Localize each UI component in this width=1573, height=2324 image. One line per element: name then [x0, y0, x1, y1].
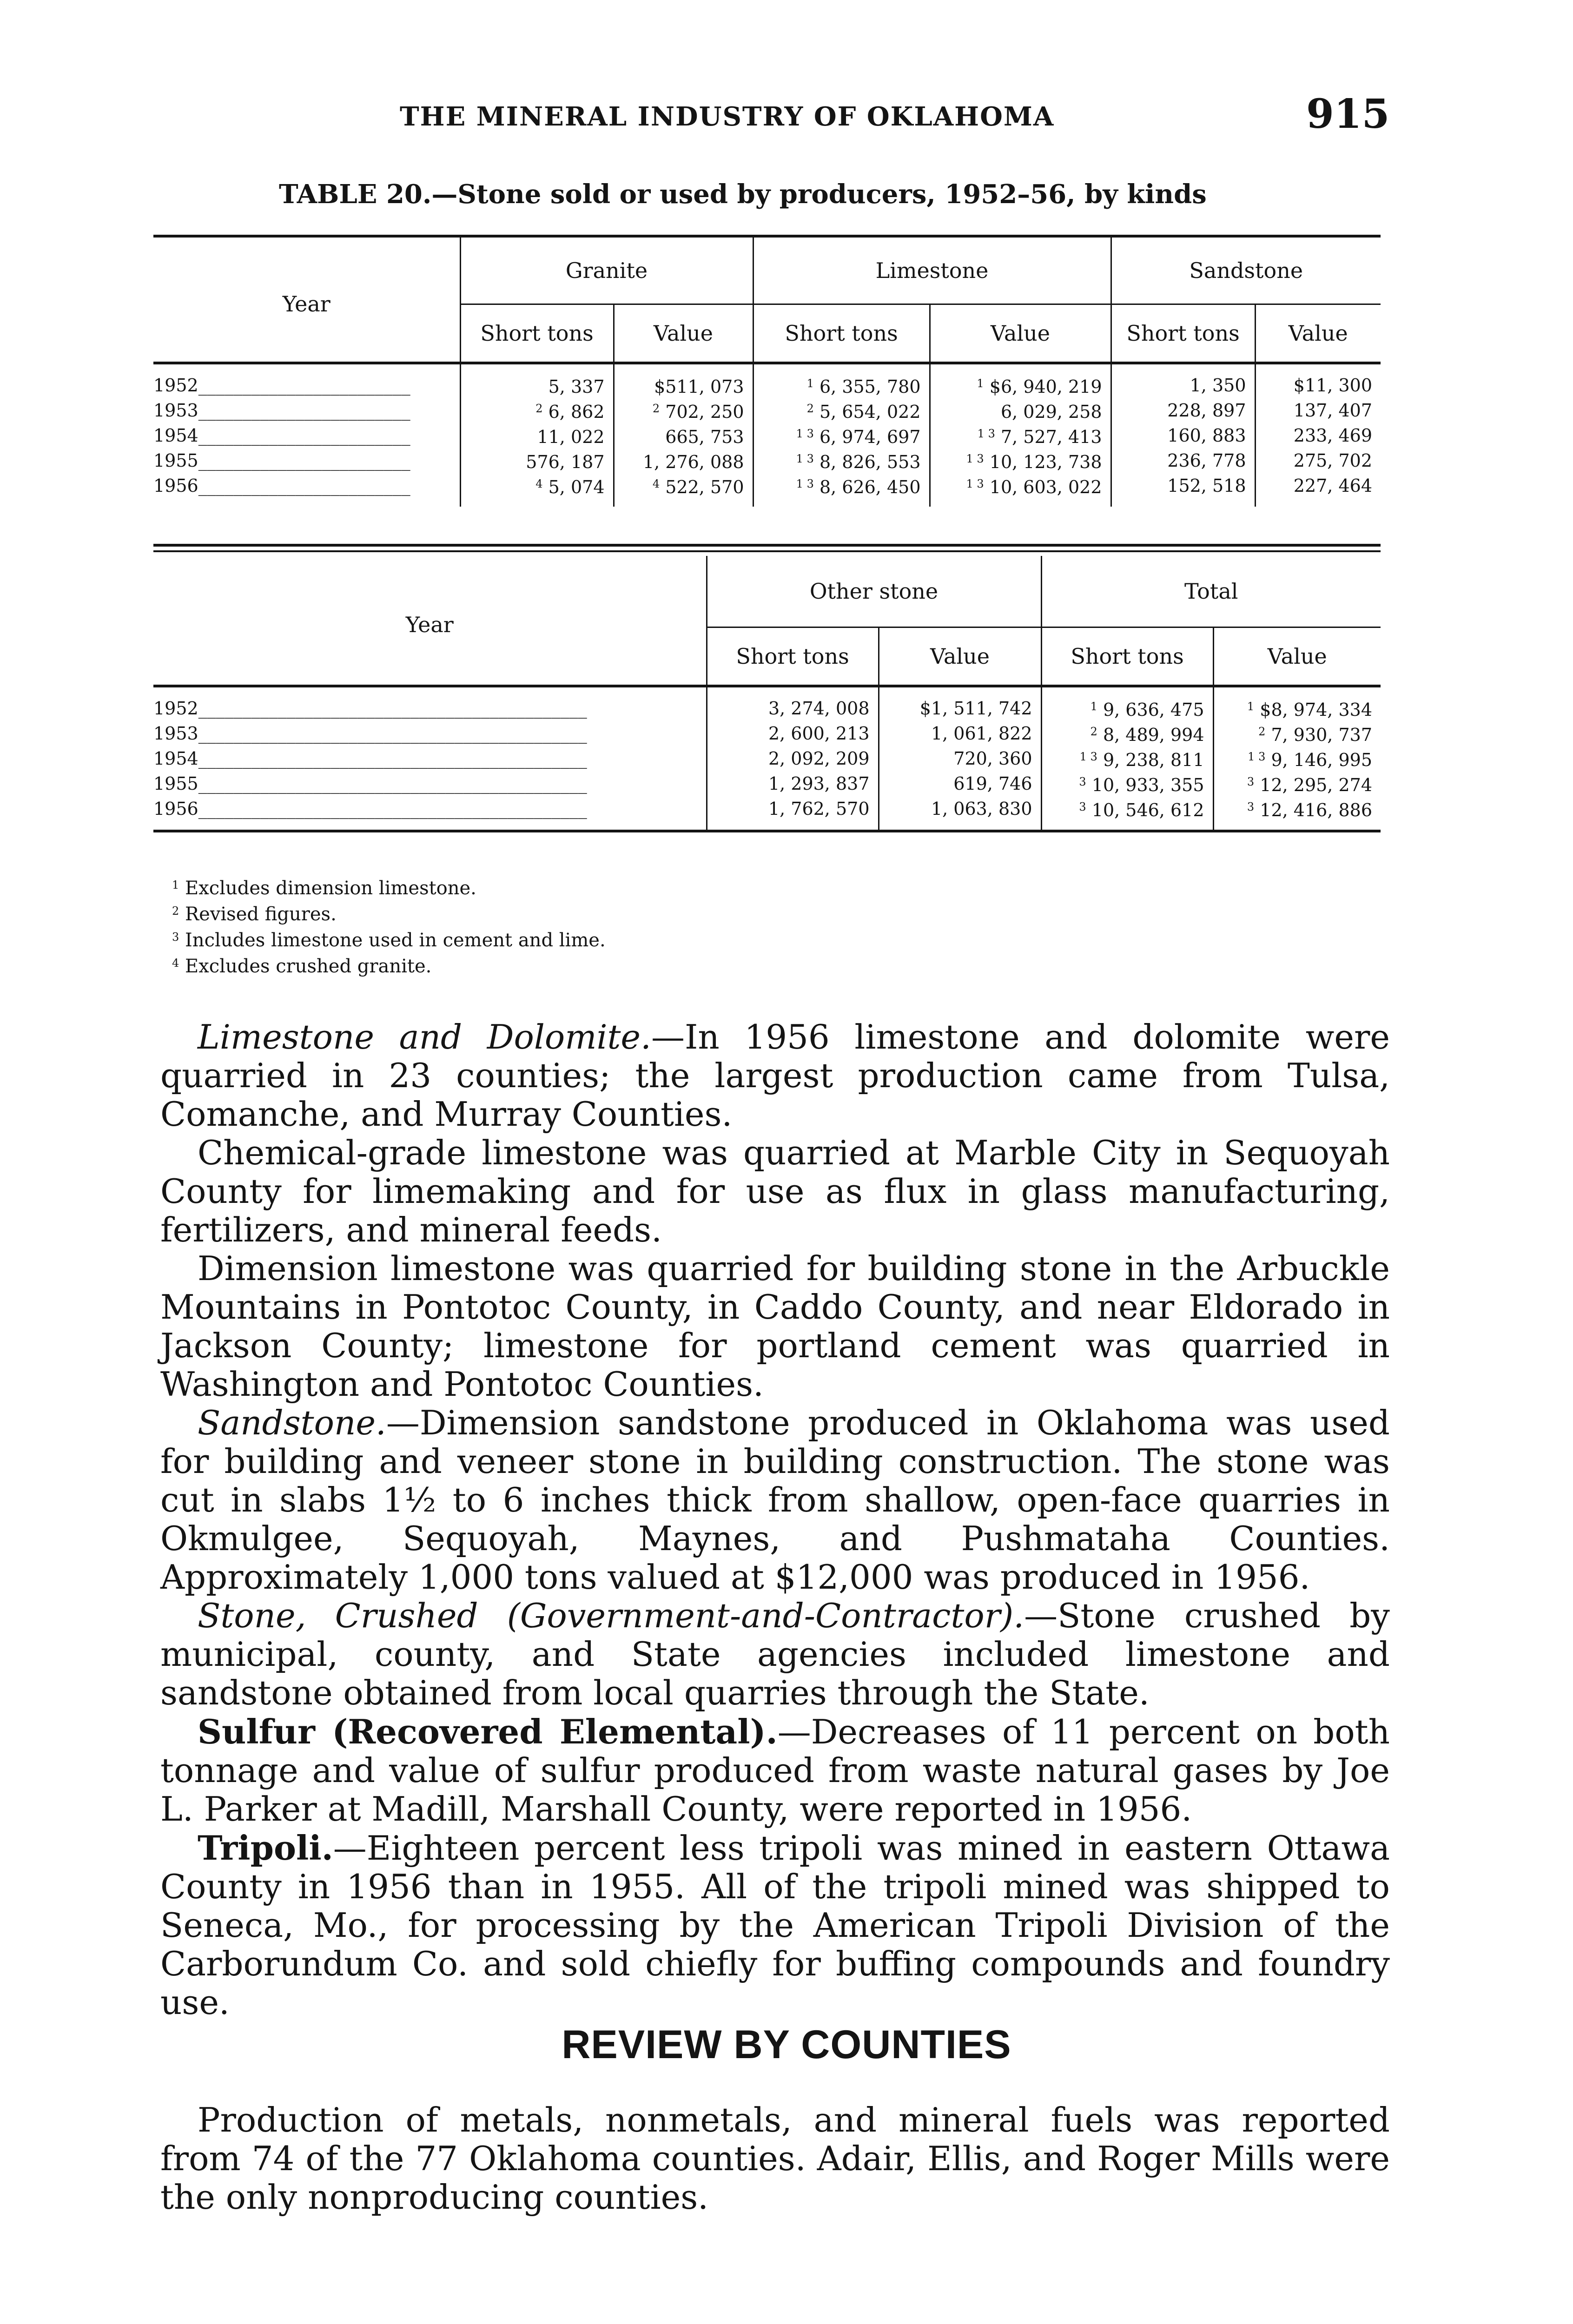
footnote-mark: 1 3	[966, 477, 984, 490]
paragraph-tripoli	[160, 1829, 1390, 2022]
paragraph-sandstone	[160, 1404, 1390, 1597]
granite-value-cell: 665, 753	[665, 427, 744, 447]
granite-value-cell: 522, 570	[665, 477, 744, 497]
other-tons-cell: 1, 762, 570	[768, 798, 870, 819]
table-divider-rule	[153, 544, 1381, 547]
total-tons-cell: 9, 636, 475	[1103, 700, 1204, 720]
other-value-cell: 1, 061, 822	[931, 723, 1032, 744]
footnote-mark: 1	[1247, 700, 1255, 713]
footnote-mark: 1 3	[966, 452, 984, 465]
other-tons-cell: 3, 274, 008	[768, 698, 870, 719]
limestone-value-cell: 6, 029, 258	[1000, 402, 1102, 422]
limestone-tons-cell: 6, 355, 780	[819, 376, 921, 397]
paragraph-heading: Stone, Crushed (Government-and-Contractor).	[198, 1596, 1024, 1635]
total-tons-cell: 10, 546, 612	[1091, 800, 1204, 820]
granite-tons-cell: 11, 022	[537, 427, 605, 447]
footnote-mark: 4	[535, 477, 543, 490]
footnote-text: Excludes crushed granite.	[185, 956, 432, 977]
other-stone-header: Other stone	[707, 556, 1041, 627]
table-row: 1952________________________ 5, 337 $511, 073 $^1$ 6, 355, 780 $^1$ $6, 940, 219 1, 350 $11, 300	[153, 373, 1381, 398]
paragraph-heading: Tripoli.	[198, 1828, 333, 1868]
limestone-tons-header: Short tons	[753, 304, 930, 363]
other-tons-cell: 2, 600, 213	[768, 723, 870, 744]
sandstone-value-header: Value	[1255, 304, 1381, 363]
footnote-mark: 2	[1258, 725, 1266, 738]
granite-tons-cell: 6, 862	[548, 402, 605, 422]
total-tons-cell: 10, 933, 355	[1091, 775, 1204, 795]
granite-header: Granite	[460, 236, 753, 304]
granite-tons-cell: 576, 187	[526, 452, 605, 472]
footnote-mark: 4	[652, 477, 660, 490]
sandstone-tons-cell: 228, 897	[1167, 400, 1246, 421]
granite-value-cell: 1, 276, 088	[642, 452, 744, 472]
paragraph-heading: Sulfur (Recovered Elemental).	[198, 1712, 778, 1751]
year-header: Year	[282, 291, 330, 317]
sandstone-tons-cell: 1, 350	[1190, 375, 1246, 396]
table-footnotes	[172, 874, 606, 978]
footnote-mark: 2	[535, 402, 543, 415]
stone-table-part2	[153, 556, 1381, 832]
granite-tons-cell: 5, 337	[548, 376, 605, 397]
limestone-tons-cell: 5, 654, 022	[819, 402, 921, 422]
footnote-mark: 2	[172, 905, 179, 918]
sandstone-header: Sandstone	[1111, 236, 1381, 304]
sandstone-value-cell: 233, 469	[1293, 425, 1372, 446]
year-cell: 1952	[153, 375, 198, 396]
sandstone-value-cell: 275, 702	[1293, 450, 1372, 471]
footnote	[172, 874, 606, 900]
table-row: 1956________________________ $^4$ 5, 074 $^4$ 522, 570 $^{1 3}$ 8, 626, 450 $^{1 3}$ 10, 603, 022 152, 518 227, 464	[153, 473, 1381, 498]
year-cell: 1955	[153, 450, 198, 471]
table-row: 1953________________________ $^2$ 6, 862 $^2$ 702, 250 $^2$ 5, 654, 022 6, 029, 258 228, 897 137, 407	[153, 398, 1381, 423]
paragraph-heading: Sandstone.	[198, 1403, 386, 1442]
total-tons-header: Short tons	[1041, 627, 1213, 687]
paragraph-text: —Eighteen percent less tripoli was mined in eastern Ottawa County in 1956 than in 1955. All of the tripoli mined was shipped to Seneca, Mo., for processing by the American Tripoli Division of the Carborundum Co. and sold chiefly for buffing compounds and foundry use.	[160, 1829, 1390, 2022]
table-row: 1952____________________________________________ 3, 274, 008 $1, 511, 742 $^1$ 9, 636, 475 $^1$ $8, 974, 334	[153, 696, 1381, 721]
footnote-mark: 4	[172, 957, 179, 970]
other-tons-cell: 2, 092, 209	[768, 748, 870, 769]
footnote-mark: 1	[977, 377, 984, 390]
table-row: 1954____________________________________________ 2, 092, 209 720, 360 $^{1 3}$ 9, 238, 811 $^{1 3}$ 9, 146, 995	[153, 746, 1381, 771]
table-row: 1955________________________ 576, 187 1, 276, 088 $^{1 3}$ 8, 826, 553 $^{1 3}$ 10, 123, 738 236, 778 275, 702	[153, 448, 1381, 473]
footnote	[172, 952, 606, 978]
footnote-mark: 1	[172, 878, 179, 891]
limestone-header: Limestone	[753, 236, 1111, 304]
table-row: 1953____________________________________________ 2, 600, 213 1, 061, 822 $^2$ 8, 489, 994 $^2$ 7, 930, 737	[153, 721, 1381, 746]
paragraph-crushed-stone	[160, 1597, 1390, 1712]
year-cell: 1954	[153, 748, 198, 769]
limestone-tons-cell: 6, 974, 697	[819, 427, 921, 447]
granite-tons-header: Short tons	[460, 304, 614, 363]
other-value-cell: $1, 511, 742	[919, 698, 1032, 719]
review-text	[160, 2101, 1390, 2217]
paragraph-text: Chemical-grade limestone was quarried at Marble City in Sequoyah County for limemaking and for use as flux in glass manufacturing, fertilizers, and mineral feeds.	[160, 1133, 1390, 1249]
paragraph-heading: Limestone and Dolomite.	[198, 1017, 651, 1056]
other-tons-header: Short tons	[707, 627, 879, 687]
other-value-header: Value	[879, 627, 1041, 687]
total-value-cell: 12, 295, 274	[1260, 775, 1372, 795]
granite-tons-cell: 5, 074	[548, 477, 605, 497]
limestone-value-cell: 10, 123, 738	[989, 452, 1102, 472]
total-value-cell: 12, 416, 886	[1260, 800, 1372, 820]
footnote-mark: 2	[806, 402, 814, 415]
footnote-mark: 2	[1090, 725, 1097, 738]
sandstone-value-cell: 227, 464	[1293, 475, 1372, 496]
total-value-cell: $8, 974, 334	[1260, 700, 1372, 720]
footnote-mark: 1 3	[977, 427, 995, 440]
other-value-cell: 720, 360	[953, 748, 1032, 769]
footnote-mark: 3	[172, 931, 179, 944]
stone-table-part1	[153, 235, 1381, 507]
paragraph-review: Production of metals, nonmetals, and mineral fuels was reported from 74 of the 77 Oklahoma counties. Adair, Ellis, and Roger Mills were the only nonproducing counties.	[160, 2100, 1390, 2217]
footnote-mark: 1 3	[1248, 750, 1266, 763]
limestone-tons-cell: 8, 826, 553	[819, 452, 921, 472]
running-title: THE MINERAL INDUSTRY OF OKLAHOMA	[400, 101, 1055, 132]
footnote	[172, 900, 606, 926]
sandstone-tons-cell: 236, 778	[1167, 450, 1246, 471]
sandstone-value-cell: 137, 407	[1293, 400, 1372, 421]
footnote-mark: 1 3	[796, 452, 814, 465]
footnote-mark: 2	[652, 402, 660, 415]
footnote-text: Includes limestone used in cement and lime.	[185, 930, 606, 951]
limestone-value-cell: $6, 940, 219	[989, 376, 1102, 397]
total-tons-cell: 8, 489, 994	[1103, 725, 1204, 745]
paragraph-text: —In 1956 limestone and dolomite were quarried in 23 counties; the largest production came from Tulsa, Comanche, and Murray Counties.	[160, 1017, 1390, 1134]
footnote-mark: 1	[806, 377, 814, 390]
year-cell: 1956	[153, 798, 198, 819]
section-heading: REVIEW BY COUNTIES	[562, 2022, 1011, 2067]
paragraph-text: —Stone crushed by municipal, county, and State agencies included limestone and sandstone obtained from local quarries through the State.	[160, 1596, 1390, 1712]
body-text	[160, 1018, 1390, 2022]
other-value-cell: 619, 746	[953, 773, 1032, 794]
limestone-value-cell: 10, 603, 022	[989, 477, 1102, 497]
year-cell: 1956	[153, 475, 198, 496]
paragraph-text: —Decreases of 11 percent on both tonnage and value of sulfur produced from waste natural gases by Joe L. Parker at Madill, Marshall County, were reported in 1956.	[160, 1712, 1390, 1829]
paragraph-text: Dimension limestone was quarried for building stone in the Arbuckle Mountains in Pontotoc County, in Caddo County, and near Eldorado in Jackson County; limestone for portland cement was quarried in Washington and Pontotoc Counties.	[160, 1249, 1390, 1404]
limestone-value-cell: 7, 527, 413	[1000, 427, 1102, 447]
sandstone-value-cell: $11, 300	[1293, 375, 1372, 396]
footnote-text: Excludes dimension limestone.	[185, 878, 476, 899]
footnote-mark: 1	[1090, 700, 1097, 713]
sandstone-tons-cell: 152, 518	[1167, 475, 1246, 496]
footnote-mark: 1 3	[796, 427, 814, 440]
year-cell: 1952	[153, 698, 198, 719]
paragraph-text: —Dimension sandstone produced in Oklahoma was used for building and veneer stone in building construction. The stone was cut in slabs 1½ to 6 inches thick from shallow, open-face quarries in Okmulgee, Sequoyah, Maynes, and Pushmataha Counties. Approximately 1,000 tons valued at $12,000 was produced in 1956.	[160, 1403, 1390, 1597]
other-tons-cell: 1, 293, 837	[768, 773, 870, 794]
footnote-mark: 3	[1247, 800, 1255, 813]
year-cell: 1955	[153, 773, 198, 794]
paragraph-dimension-limestone	[160, 1249, 1390, 1404]
year-cell: 1954	[153, 425, 198, 446]
footnote-mark: 3	[1079, 775, 1086, 788]
table-row: 1954________________________ 11, 022 665, 753 $^{1 3}$ 6, 974, 697 $^{1 3}$ 7, 527, 413 160, 883 233, 469	[153, 423, 1381, 448]
year-cell: 1953	[153, 723, 198, 744]
footnote-text: Revised figures.	[185, 904, 337, 925]
total-tons-cell: 9, 238, 811	[1103, 750, 1204, 770]
footnote-mark: 3	[1079, 800, 1086, 813]
limestone-tons-cell: 8, 626, 450	[819, 477, 921, 497]
sandstone-tons-cell: 160, 883	[1167, 425, 1246, 446]
paragraph-sulfur	[160, 1712, 1390, 1829]
sandstone-tons-header: Short tons	[1111, 304, 1255, 363]
footnote-mark: 1 3	[1079, 750, 1097, 763]
limestone-value-header: Value	[930, 304, 1111, 363]
year-cell: 1953	[153, 400, 198, 421]
footnote-mark: 1 3	[796, 477, 814, 490]
total-value-cell: 7, 930, 737	[1271, 725, 1372, 745]
table-divider-rule	[153, 550, 1381, 552]
paragraph-chemical-limestone	[160, 1134, 1390, 1249]
footnote-mark: 3	[1247, 775, 1255, 788]
total-value-header: Value	[1213, 627, 1381, 687]
table-row: 1956____________________________________________ 1, 762, 570 1, 063, 830 $^3$ 10, 546, 612 $^3$ 12, 416, 886	[153, 796, 1381, 821]
granite-value-cell: $511, 073	[654, 376, 744, 397]
other-value-cell: 1, 063, 830	[931, 798, 1032, 819]
granite-value-cell: 702, 250	[665, 402, 744, 422]
table-title: TABLE 20.—Stone sold or used by producers, 1952–56, by kinds	[279, 179, 1207, 210]
total-header: Total	[1041, 556, 1381, 627]
table-row: 1955____________________________________________ 1, 293, 837 619, 746 $^3$ 10, 933, 355 $^3$ 12, 295, 274	[153, 771, 1381, 796]
page-number: 915	[1306, 91, 1390, 138]
total-value-cell: 9, 146, 995	[1271, 750, 1372, 770]
footnote	[172, 926, 606, 952]
granite-value-header: Value	[614, 304, 753, 363]
year-header: Year	[405, 612, 454, 637]
paragraph-limestone	[160, 1018, 1390, 1134]
